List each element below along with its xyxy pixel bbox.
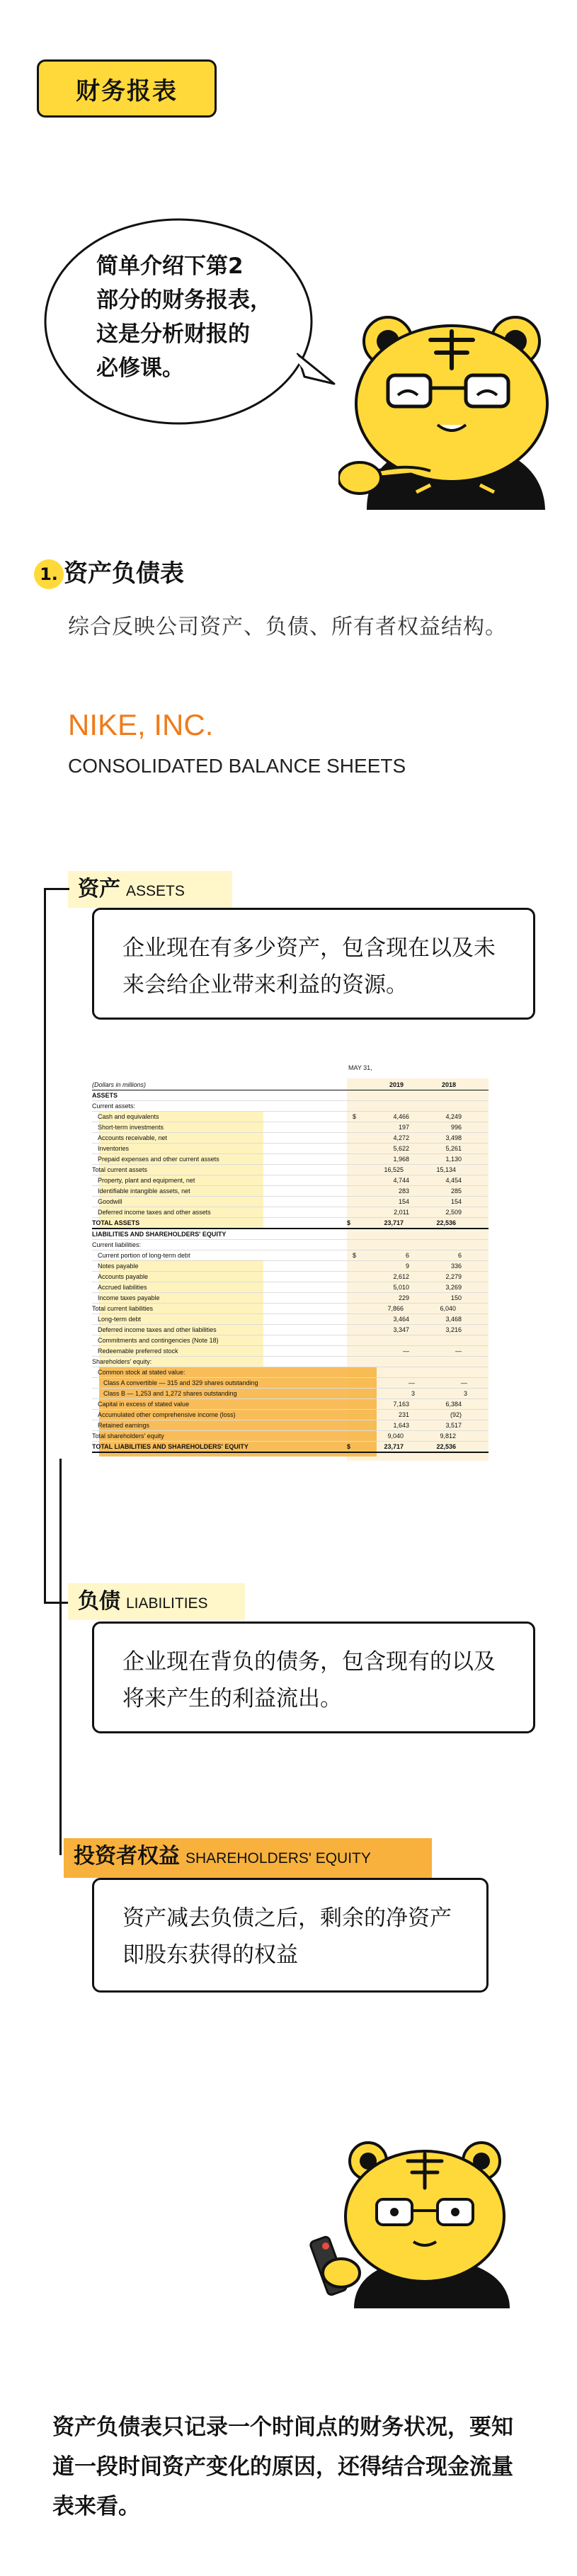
- row-label: Accumulated other comprehensive income (loss): [98, 1411, 236, 1418]
- table-row: [92, 1186, 489, 1197]
- table-row: [92, 1335, 489, 1346]
- row-value-2018: 3,498: [445, 1134, 462, 1141]
- section-title: 资产负债表: [64, 559, 184, 588]
- section-number-badge: 1.: [34, 559, 64, 589]
- table-row: [92, 1346, 489, 1357]
- assets-connector-v: [44, 888, 46, 1459]
- row-value-2019: 5,622: [393, 1145, 409, 1152]
- table-row: [92, 1325, 489, 1335]
- row-value-2018: 996: [450, 1124, 462, 1131]
- assets-label-zh: 资产: [78, 877, 120, 901]
- row-currency: $: [353, 1252, 357, 1259]
- row-value-2019: 9: [405, 1263, 409, 1270]
- assets-label-en: ASSETS: [126, 883, 185, 899]
- row-value-2019: 23,717: [384, 1443, 404, 1450]
- row-label: ASSETS: [92, 1092, 118, 1099]
- table-row: [92, 1367, 489, 1378]
- table-row: [92, 1218, 489, 1229]
- row-value-2019: 16,525: [384, 1166, 404, 1173]
- row-value-2019: 7,866: [387, 1305, 404, 1312]
- closing-paragraph: 资产负债表只记录一个时间点的财务状况，要知道一段时间资产变化的原因，还得结合现金流量表来看。: [52, 2415, 513, 2519]
- row-label: LIABILITIES AND SHAREHOLDERS' EQUITY: [92, 1231, 227, 1238]
- table-row: [92, 1175, 489, 1186]
- row-label: Prepaid expenses and other current assets: [98, 1156, 219, 1163]
- table-row: [92, 1207, 489, 1218]
- row-value-2018: 4,454: [445, 1177, 462, 1184]
- table-row: [92, 1442, 489, 1453]
- year-col-2: 2018: [441, 1081, 456, 1088]
- table-row: [92, 1314, 489, 1325]
- table-row: [92, 1133, 489, 1144]
- liabilities-description: 企业现在背负的债务，包含现有的以及将来产生的利益流出。: [92, 1622, 535, 1733]
- row-label: Property, plant and equipment, net: [98, 1177, 195, 1184]
- row-value-2018: 154: [450, 1198, 462, 1205]
- row-value-2018: 9,812: [440, 1432, 456, 1440]
- row-value-2019: 4,272: [393, 1134, 409, 1141]
- equity-description: 资产减去负债之后，剩余的净资产即股东获得的权益: [92, 1878, 489, 1993]
- table-row: [92, 1261, 489, 1272]
- equity-label: [64, 1838, 432, 1878]
- row-label: Accounts payable: [98, 1273, 149, 1280]
- equity-connector-v: [59, 1459, 62, 1855]
- row-value-2019: 1,968: [393, 1156, 409, 1163]
- row-value-2019: 3: [411, 1390, 415, 1397]
- liabilities-label: [68, 1583, 245, 1620]
- row-value-2018: 2,279: [445, 1273, 462, 1280]
- table-row: [92, 1378, 489, 1389]
- statement-title: CONSOLIDATED BALANCE SHEETS: [68, 755, 406, 777]
- table-row: [92, 1144, 489, 1154]
- row-label: Identifiable intangible assets, net: [98, 1187, 190, 1195]
- section-header-tag: 财务报表: [37, 59, 217, 118]
- table-row: [92, 1240, 489, 1250]
- row-label: TOTAL ASSETS: [92, 1219, 140, 1226]
- table-row: [92, 1154, 489, 1165]
- row-value-2018: 3: [463, 1390, 467, 1397]
- table-row: [92, 1165, 489, 1175]
- row-label: Deferred income taxes and other assets: [98, 1209, 211, 1216]
- row-value-2019: 2,612: [393, 1273, 409, 1280]
- row-value-2018: (92): [450, 1411, 462, 1418]
- row-value-2019: 7,163: [393, 1401, 409, 1408]
- row-value-2018: 22,536: [436, 1443, 456, 1450]
- bubble-text: 简单介绍下第2 部分的财务报表， 这是分析财报的 必修课。: [96, 253, 272, 381]
- row-value-2018: 6,040: [440, 1305, 456, 1312]
- table-row: [92, 1229, 489, 1240]
- row-value-2018: 336: [450, 1263, 462, 1270]
- table-header-row: [92, 1080, 489, 1090]
- row-label: Commitments and contingencies (Note 18): [98, 1337, 219, 1344]
- row-value-2018: 3,216: [445, 1326, 462, 1333]
- row-label: Retained earnings: [98, 1422, 150, 1429]
- table-row: [92, 1250, 489, 1261]
- table-row: [92, 1090, 489, 1101]
- row-label: Notes payable: [98, 1263, 139, 1270]
- row-value-2018: 1,130: [445, 1156, 462, 1163]
- row-value-2018: 6,384: [445, 1401, 462, 1408]
- liabilities-connector-v-top: [44, 1459, 46, 1604]
- table-row: [92, 1431, 489, 1442]
- company-name: NIKE, INC.: [68, 708, 214, 741]
- equity-label-zh: 投资者权益: [74, 1844, 180, 1869]
- row-value-2019: 154: [398, 1198, 409, 1205]
- row-label: TOTAL LIABILITIES AND SHAREHOLDERS' EQUITY: [92, 1443, 248, 1450]
- row-label: Shareholders' equity:: [92, 1358, 152, 1365]
- row-label: Total current liabilities: [92, 1305, 154, 1312]
- row-value-2019: 229: [398, 1294, 409, 1301]
- tiger-mascot: [338, 297, 551, 510]
- row-value-2018: 6: [457, 1252, 462, 1259]
- row-value-2018: 2,509: [445, 1209, 462, 1216]
- row-value-2019: 231: [398, 1411, 409, 1418]
- liabilities-label-zh: 负债: [78, 1589, 120, 1614]
- row-label: Current portion of long-term debt: [98, 1252, 190, 1259]
- row-value-2018: 5,261: [445, 1145, 462, 1152]
- row-label: Total shareholders' equity: [92, 1432, 164, 1440]
- row-label: Capital in excess of stated value: [98, 1401, 190, 1408]
- assets-label: [68, 871, 232, 908]
- row-value-2018: 4,249: [445, 1113, 462, 1120]
- row-value-2018: 150: [450, 1294, 462, 1301]
- row-value-2018: 22,536: [436, 1219, 456, 1226]
- row-value-2019: 1,643: [393, 1422, 409, 1429]
- row-label: Current liabilities:: [92, 1241, 142, 1248]
- row-value-2019: 3,347: [393, 1326, 409, 1333]
- table-row: [92, 1112, 489, 1122]
- row-label: Long-term debt: [98, 1316, 142, 1323]
- row-label: Short-term investments: [98, 1124, 164, 1131]
- balance-sheet-table: [92, 1080, 489, 1453]
- row-value-2018: 15,134: [436, 1166, 456, 1173]
- row-value-2019: 5,010: [393, 1284, 409, 1291]
- section-subtitle: 综合反映公司资产、负债、所有者权益结构。: [68, 615, 507, 639]
- row-value-2018: 285: [450, 1187, 462, 1195]
- row-value-2018: 3,517: [445, 1422, 462, 1429]
- row-label: Income taxes payable: [98, 1294, 160, 1301]
- tiger-with-remote: [297, 2131, 524, 2308]
- row-currency: $: [347, 1219, 351, 1226]
- row-label: Redeemable preferred stock: [98, 1347, 178, 1355]
- assets-connector-h: [44, 888, 69, 890]
- table-row: [92, 1304, 489, 1314]
- row-label: Class B — 1,253 and 1,272 shares outstanding: [103, 1390, 237, 1397]
- row-label: Goodwill: [98, 1198, 122, 1205]
- liabilities-label-en: LIABILITIES: [126, 1595, 208, 1612]
- assets-description: 企业现在有多少资产，包含现在以及未来会给企业带来利益的资源。: [92, 908, 535, 1020]
- row-value-2018: 3,468: [445, 1316, 462, 1323]
- table-row: [92, 1272, 489, 1282]
- row-currency: $: [347, 1443, 351, 1450]
- row-value-2018: 3,269: [445, 1284, 462, 1291]
- table-row: [92, 1389, 489, 1399]
- row-value-2019: 4,466: [393, 1113, 409, 1120]
- row-label: Common stock at stated value:: [98, 1369, 185, 1376]
- table-row: [92, 1399, 489, 1410]
- table-row: [92, 1357, 489, 1367]
- row-label: Cash and equivalents: [98, 1113, 159, 1120]
- table-row: [92, 1410, 489, 1420]
- liabilities-connector-h: [44, 1602, 69, 1604]
- table-row: [92, 1122, 489, 1133]
- row-label: Accrued liabilities: [98, 1284, 147, 1291]
- period-header: MAY 31,: [348, 1064, 372, 1071]
- row-value-2019: 23,717: [384, 1219, 404, 1226]
- row-value-2019: 197: [398, 1124, 409, 1131]
- row-label: Class A convertible — 315 and 329 shares outstanding: [103, 1379, 258, 1386]
- table-body: [92, 1090, 489, 1453]
- row-label: Deferred income taxes and other liabilities: [98, 1326, 217, 1333]
- row-label: Current assets:: [92, 1102, 136, 1110]
- row-value-2019: 283: [398, 1187, 409, 1195]
- equity-label-en: SHAREHOLDERS' EQUITY: [185, 1850, 371, 1867]
- row-value-2019: —: [409, 1379, 415, 1386]
- row-label: Inventories: [98, 1145, 130, 1152]
- row-value-2019: 6: [405, 1252, 409, 1259]
- row-value-2019: 4,744: [393, 1177, 409, 1184]
- row-value-2018: —: [455, 1347, 462, 1355]
- row-value-2019: 9,040: [387, 1432, 404, 1440]
- table-row: [92, 1420, 489, 1431]
- year-col-1: 2019: [389, 1081, 404, 1088]
- row-currency: $: [353, 1113, 357, 1120]
- row-value-2018: —: [461, 1379, 467, 1386]
- row-value-2019: —: [403, 1347, 409, 1355]
- table-row: [92, 1293, 489, 1304]
- table-row: [92, 1101, 489, 1112]
- row-value-2019: 3,464: [393, 1316, 409, 1323]
- row-label: Accounts receivable, net: [98, 1134, 168, 1141]
- row-value-2019: 2,011: [394, 1209, 409, 1216]
- table-row: [92, 1197, 489, 1207]
- unit-label: (Dollars in millions): [92, 1081, 147, 1088]
- table-row: [92, 1282, 489, 1293]
- row-label: Total current assets: [92, 1166, 148, 1173]
